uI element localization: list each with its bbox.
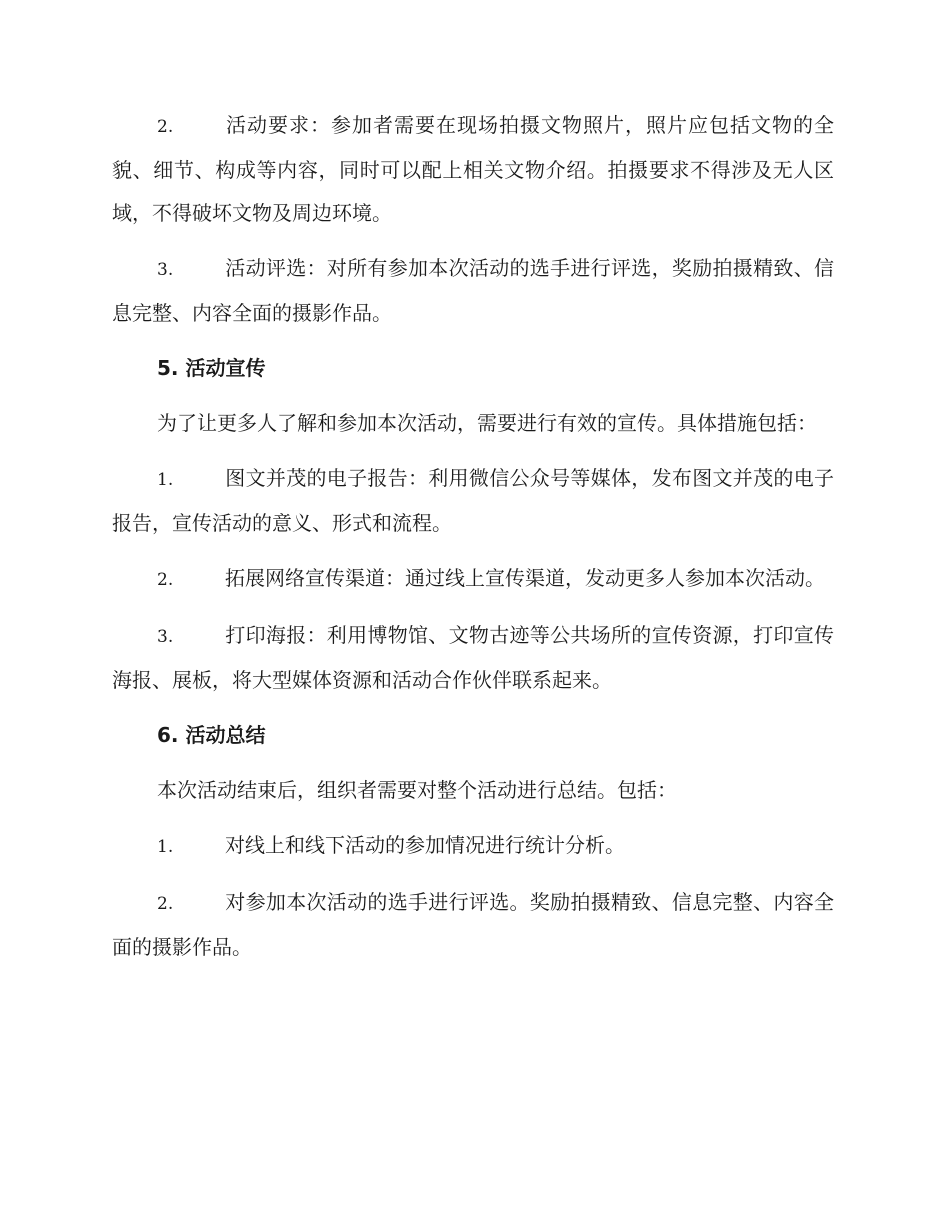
list-number: 3.: [157, 627, 174, 647]
list-text: 对参加本次活动的选手进行评选。奖励拍摄精致、信息完整、内容全面的摄影作品。: [112, 890, 834, 959]
list-number: 2.: [157, 570, 174, 590]
list-text: 对线上和线下活动的参加情况进行统计分析。: [225, 833, 625, 857]
list-text: 图文并茂的电子报告：利用微信公众号等媒体，发布图文并茂的电子报告，宣传活动的意义、形式和流程。: [112, 466, 834, 535]
section-intro: 本次活动结束后，组织者需要对整个活动进行总结。包括：: [157, 778, 677, 802]
list-item: [112, 457, 834, 545]
list-item: [112, 881, 834, 969]
list-number: 1.: [157, 470, 174, 490]
list-text: 拓展网络宣传渠道：通过线上宣传渠道，发动更多人参加本次活动。: [225, 566, 825, 590]
list-text: 活动要求：参加者需要在现场拍摄文物照片，照片应包括文物的全貌、细节、构成等内容，同时可以配上相关文物介绍。拍摄要求不得涉及无人区域，不得破坏文物及周边环境。: [112, 113, 834, 225]
list-number: 3.: [157, 260, 174, 280]
list-item: [112, 824, 834, 869]
list-number: 2.: [157, 894, 174, 914]
list-text: 打印海报：利用博物馆、文物古迹等公共场所的宣传资源，打印宣传海报、展板，将大型媒体资源和活动合作伙伴联系起来。: [112, 623, 834, 692]
list-number: 1.: [157, 837, 174, 857]
section-heading-summary: 6. 活动总结: [157, 723, 266, 747]
list-item: [112, 104, 834, 235]
list-text: 活动评选：对所有参加本次活动的选手进行评选，奖励拍摄精致、信息完整、内容全面的摄影作品。: [112, 256, 834, 325]
list-item: [112, 614, 834, 702]
document-page: [112, 104, 834, 981]
list-item: [112, 247, 834, 335]
section-heading-promotion: 5. 活动宣传: [157, 356, 266, 380]
list-number: 2.: [157, 117, 174, 137]
list-item: [112, 557, 834, 602]
section-intro: 为了让更多人了解和参加本次活动，需要进行有效的宣传。具体措施包括：: [157, 411, 817, 435]
